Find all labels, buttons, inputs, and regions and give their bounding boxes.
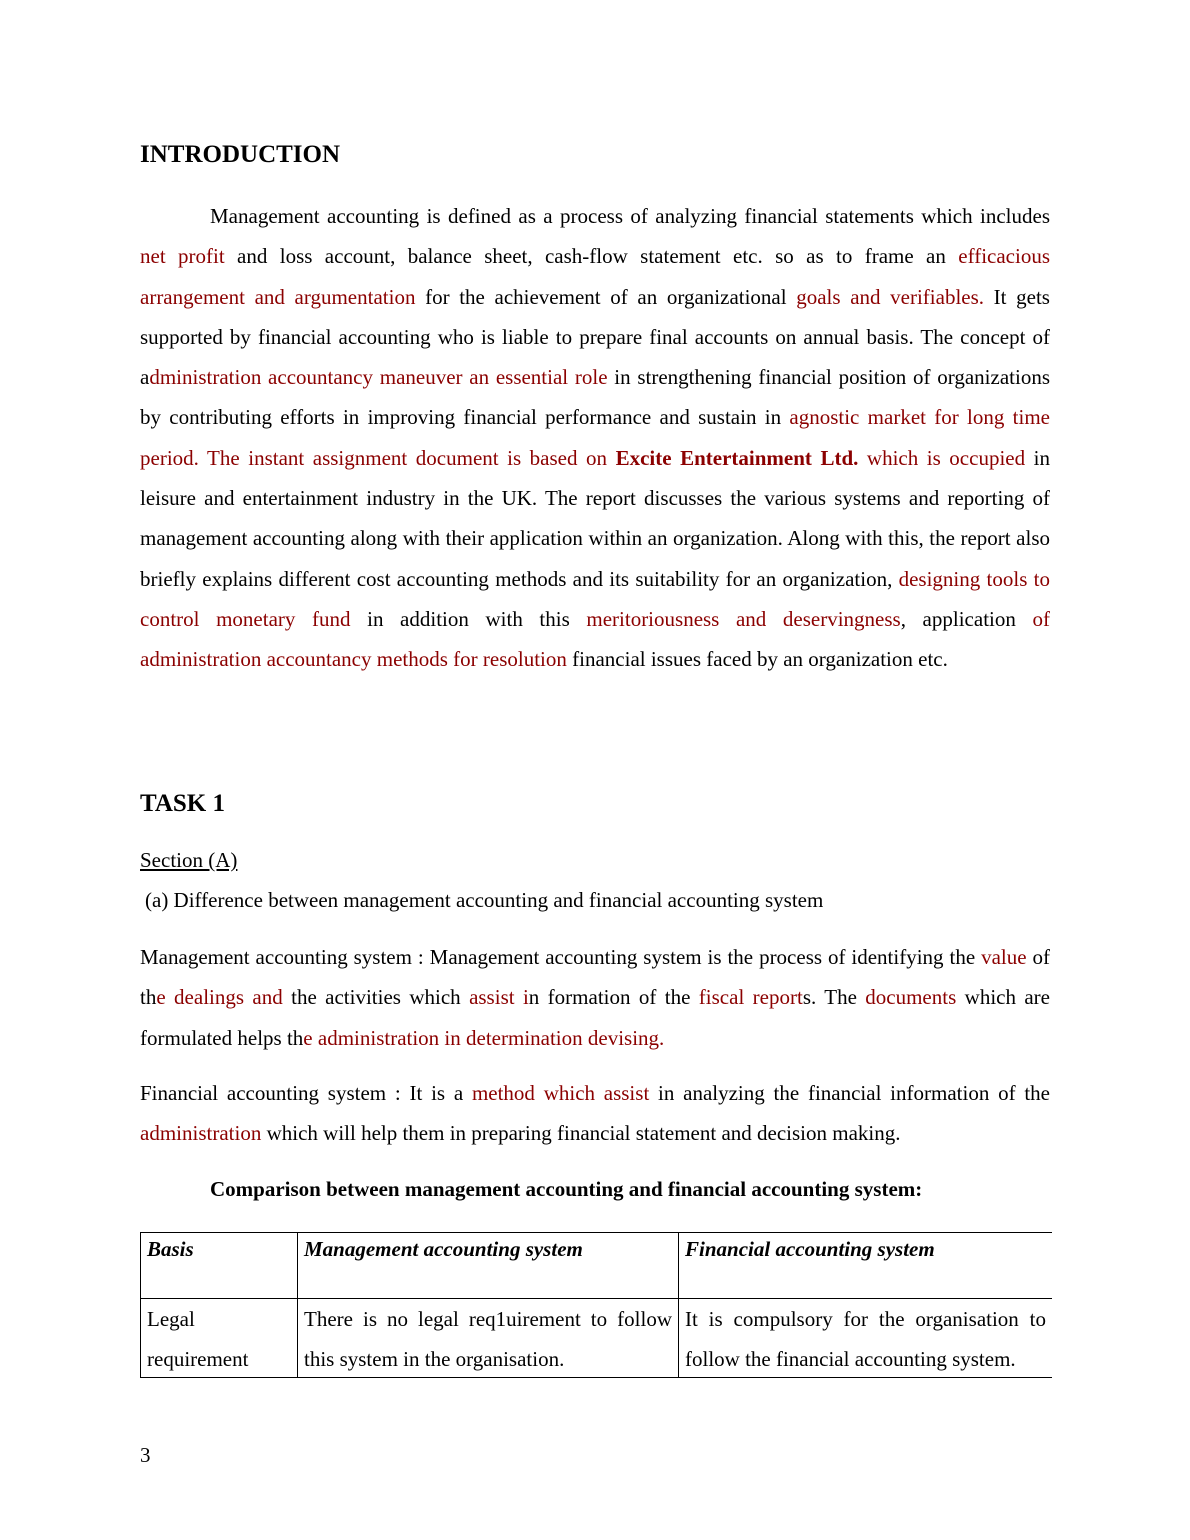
body-text: , application [900, 606, 1033, 631]
highlighted-text: efficacious arrangement and argumentation [140, 244, 1050, 309]
task-heading: TASK 1 [140, 790, 225, 817]
highlighted-text: which is occupied [858, 445, 1026, 470]
highlighted-text: of administration accountancy methods for resolution [140, 606, 1050, 672]
cell-financial: It is compulsory for the organisation to follow the financial accounting system. [679, 1299, 1053, 1379]
header-financial: Financial accounting system [679, 1233, 1053, 1299]
body-text: in strengthening financial position of organizations by contributing efforts in improving financial performance and sustain in [140, 365, 1050, 430]
highlighted-text: goals and verifiables. [796, 284, 985, 309]
introduction-paragraph [140, 196, 1050, 680]
table-header-row [141, 1233, 1053, 1299]
body-text: in addition with this [350, 606, 587, 631]
highlighted-text: e administration in determination devising. [303, 1025, 665, 1050]
page-number: 3 [140, 1443, 151, 1467]
table-caption: Comparison between management accounting and financial accounting system: [210, 1177, 923, 1201]
header-management: Management accounting system [298, 1233, 679, 1299]
financial-accounting-paragraph [140, 1073, 1050, 1154]
highlighted-text: value [981, 945, 1027, 969]
management-accounting-paragraph [140, 937, 1050, 1058]
body-text: Management accounting is defined as a process of analyzing financial statements which includes [210, 204, 1050, 228]
comparison-table-wrapper [140, 1232, 1052, 1378]
highlighted-text: net profit [140, 244, 225, 269]
highlighted-text: administration [140, 1121, 262, 1146]
highlighted-text: method which assist [471, 1081, 650, 1105]
highlighted-text: documents [865, 985, 957, 1010]
sub-heading: (a) Difference between management accounting and financial accounting system [145, 888, 824, 912]
highlighted-text: assist i [469, 985, 529, 1010]
body-text: n formation of the [528, 985, 699, 1010]
cell-management: There is no legal req1uirement to follow this system in the organisation. [298, 1299, 679, 1379]
highlighted-text: fiscal report [698, 985, 803, 1010]
section-label: Section (A) [140, 848, 238, 872]
body-text: financial issues faced by an organization etc. [566, 647, 948, 672]
header-basis: Basis [141, 1233, 298, 1299]
body-text: the activities which [291, 985, 470, 1010]
body-text: s. The [802, 985, 866, 1010]
highlighted-text: dministration accountancy maneuver an essential role [149, 365, 608, 390]
highlighted-text: designing tools to control monetary fund [140, 566, 1050, 631]
comparison-table [140, 1232, 1052, 1378]
cell-basis: Legal requirement [141, 1299, 298, 1379]
highlighted-text: meritoriousness and deservingness [586, 606, 901, 631]
body-text: in analyzing the financial information of the [649, 1081, 1050, 1105]
body-text: in leisure and entertainment industry in the UK. The report discusses the various systems and reporting of management accounting along with their application within an organization. Along with this, the report also briefly explains different cost accounting methods and its suitability for an organization, [140, 445, 1050, 591]
body-text: which are formulated helps th [140, 985, 1050, 1050]
body-text: and loss account, balance sheet, cash-flow statement etc. so as to frame an [224, 244, 959, 269]
company-name: Excite Entertainment Ltd. [615, 445, 859, 470]
body-text: which will help them in preparing financial statement and decision making. [261, 1121, 901, 1146]
body-text: Management accounting system : Management accounting system is the process of identifying the [140, 945, 982, 969]
introduction-heading: INTRODUCTION [140, 141, 341, 168]
highlighted-text: e dealings and [156, 985, 292, 1010]
highlighted-text: agnostic market for long time period. The instant assignment document is based on [140, 405, 1050, 470]
body-text: It gets supported by financial accounting who is liable to prepare final accounts on annual basis. The concept of a [140, 284, 1050, 390]
body-text: Financial accounting system : It is a [140, 1081, 472, 1105]
body-text: for the achievement of an organizational [415, 284, 797, 309]
body-text: of th [140, 945, 1050, 1010]
table-row [141, 1299, 1053, 1379]
